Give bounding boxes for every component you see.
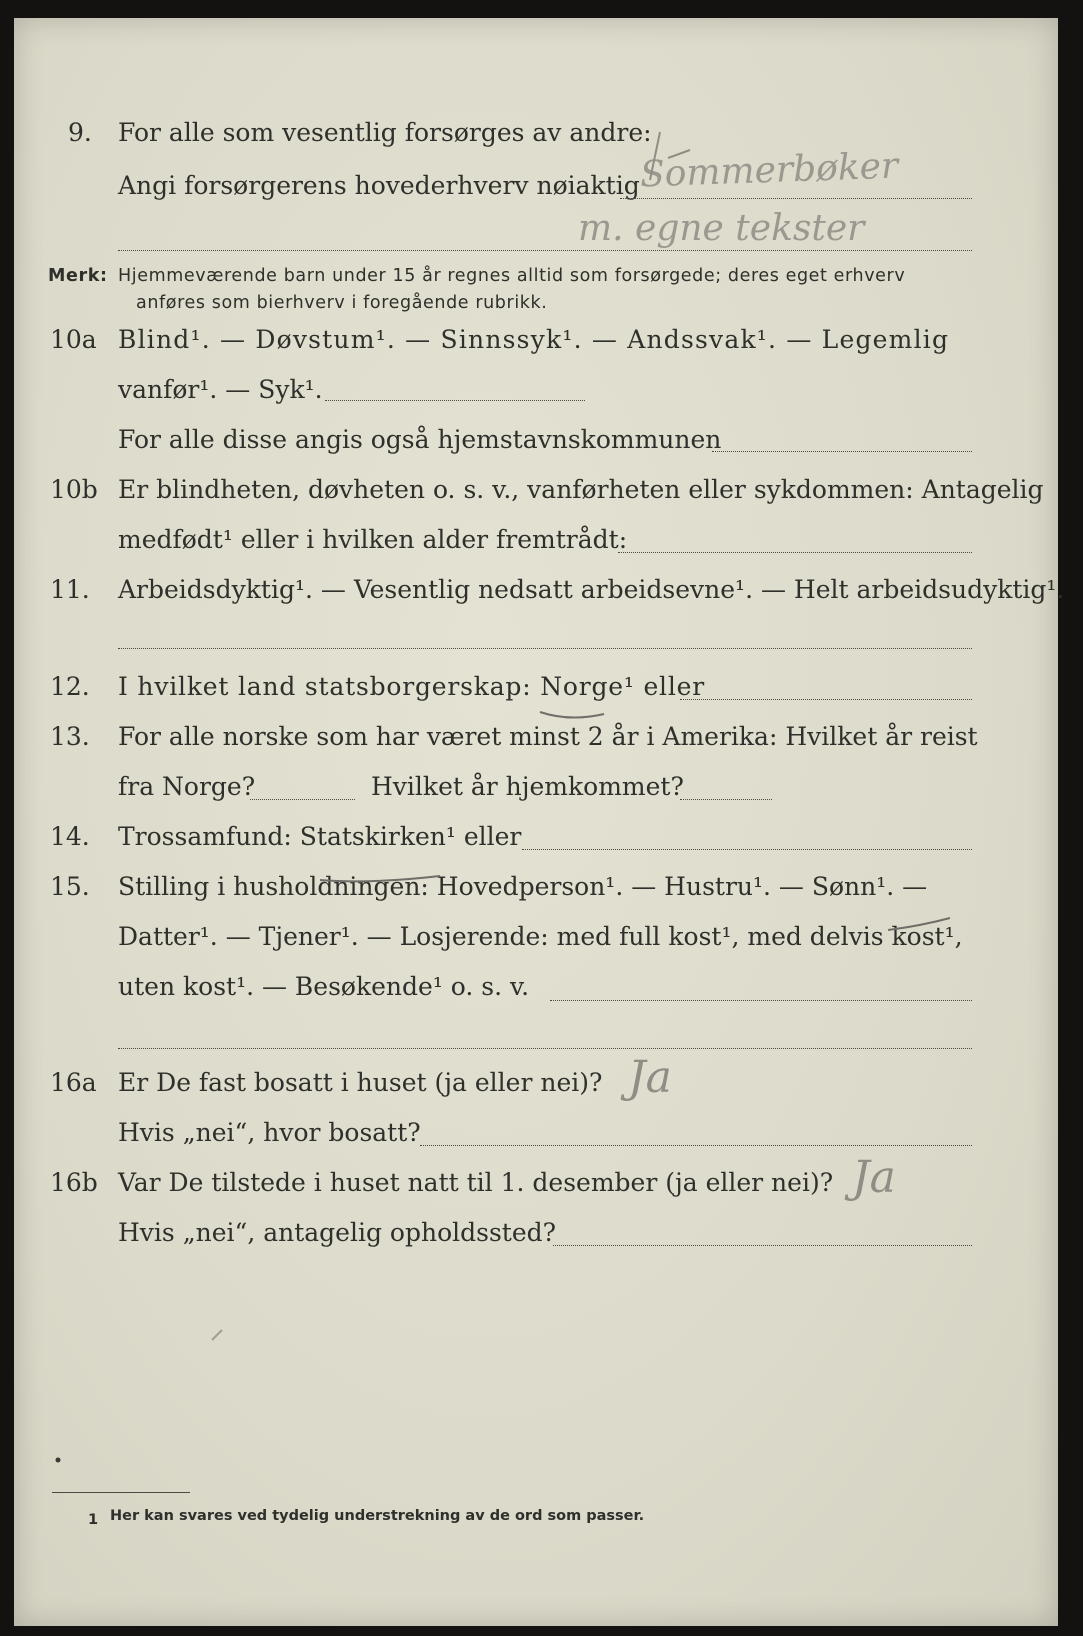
item-number-10b: 10b bbox=[50, 475, 98, 504]
item-number-10a: 10a bbox=[50, 325, 97, 354]
item-number-15: 15. bbox=[50, 872, 90, 901]
q10a-line-1: Blind¹. — Døvstum¹. — Sinnssyk¹. — Andssvak¹. — Legemlig bbox=[118, 325, 950, 354]
q10a-line-2: vanfør¹. — Syk¹. bbox=[118, 375, 323, 404]
q10b-line-1: Er blindheten, døvheten o. s. v., vanførheten eller sykdommen: Antagelig bbox=[118, 475, 1044, 504]
q15-line-3: uten kost¹. — Besøkende¹ o. s. v. bbox=[118, 972, 530, 1001]
note-line-2: anføres som bierhverv i foregående rubrikk. bbox=[136, 293, 548, 313]
footnote-marker: 1 bbox=[88, 1512, 99, 1528]
footnote-text: Her kan svares ved tydelig understrekning av de ord som passer. bbox=[110, 1508, 645, 1524]
item-number-9: 9. bbox=[68, 118, 92, 147]
q13-line-2a: fra Norge? bbox=[118, 772, 256, 801]
ink-dot bbox=[56, 1458, 61, 1463]
statskirken-underline-mark bbox=[320, 876, 440, 881]
q10a-line-3: For alle disse angis også hjemstavnskommunen bbox=[118, 425, 722, 454]
sonn-underline-mark bbox=[888, 918, 950, 930]
q14-line-1: Trossamfund: Statskirken¹ eller bbox=[118, 822, 522, 851]
q9-handwritten-answer-1: Sommerbøker bbox=[639, 145, 899, 196]
q9-line-2: Angi forsørgerens hovederhverv nøiaktig bbox=[118, 171, 640, 200]
q16a-line-2: Hvis „nei“, hvor bosatt? bbox=[118, 1118, 421, 1147]
q9-handwritten-answer-2: m. egne tekster bbox=[578, 208, 865, 249]
item-number-11: 11. bbox=[50, 575, 90, 604]
q16b-line-1: Var De tilstede i huset natt til 1. desember (ja eller nei)? bbox=[118, 1168, 834, 1197]
item-number-16b: 16b bbox=[50, 1168, 98, 1197]
q13-line-1: For alle norske som har været minst 2 år i Amerika: Hvilket år reist bbox=[118, 722, 978, 751]
q16a-line-1: Er De fast bosatt i huset (ja eller nei)? bbox=[118, 1068, 603, 1097]
q12-line-1: I hvilket land statsborgerskap: Norge¹ eller bbox=[118, 672, 705, 701]
q15-line-2: Datter¹. — Tjener¹. — Losjerende: med full kost¹, med delvis kost¹, bbox=[118, 922, 963, 951]
item-number-14: 14. bbox=[50, 822, 90, 851]
stray-mark bbox=[212, 1330, 222, 1340]
q13-line-2b: Hvilket år hjemkommet? bbox=[371, 772, 684, 801]
q15-line-1: Stilling i husholdningen: Hovedperson¹. — Hustru¹. — Sønn¹. — bbox=[118, 872, 928, 901]
q9-line-1: For alle som vesentlig forsørges av andre: bbox=[118, 118, 652, 147]
q16b-line-2: Hvis „nei“, antagelig opholdssted? bbox=[118, 1218, 557, 1247]
note-label: Merk: bbox=[48, 266, 108, 286]
q9-strikethrough-mark bbox=[650, 132, 690, 180]
note-line-1: Hjemmeværende barn under 15 år regnes alltid som forsørgede; deres eget erhverv bbox=[118, 266, 906, 286]
q10b-line-2: medfødt¹ eller i hvilken alder fremtrådt: bbox=[118, 525, 628, 554]
item-number-13: 13. bbox=[50, 722, 90, 751]
item-number-12: 12. bbox=[50, 672, 90, 701]
norge-underline-mark bbox=[540, 712, 604, 718]
q11-line-1: Arbeidsdyktig¹. — Vesentlig nedsatt arbeidsevne¹. — Helt arbeidsudyktig¹. bbox=[118, 575, 1065, 604]
q16a-handwritten-answer: Ja bbox=[628, 1052, 672, 1103]
q16b-handwritten-answer: Ja bbox=[852, 1152, 896, 1203]
item-number-16a: 16a bbox=[50, 1068, 97, 1097]
